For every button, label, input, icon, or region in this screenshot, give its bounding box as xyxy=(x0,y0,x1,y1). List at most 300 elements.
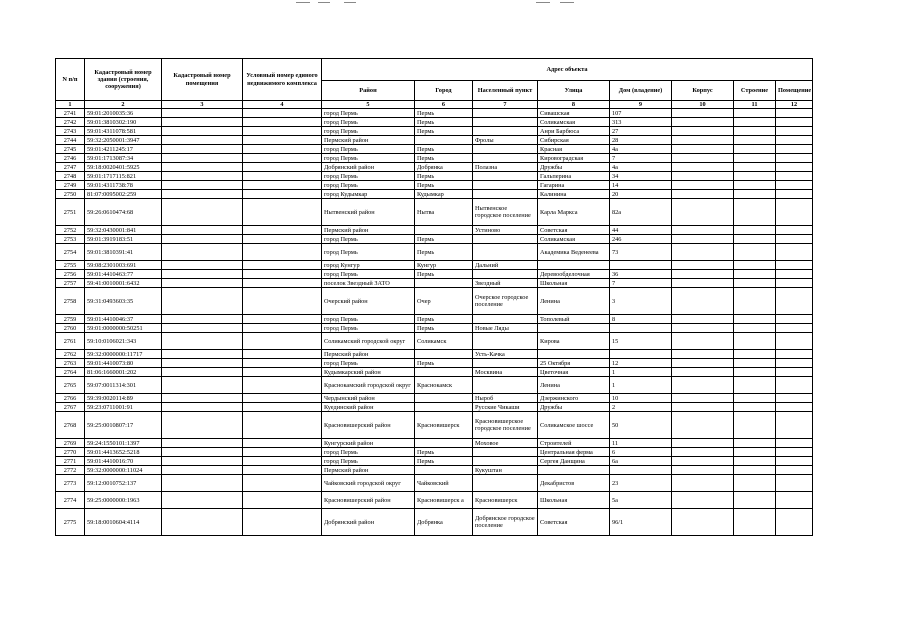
city-cell: Краснокамск xyxy=(415,377,473,394)
stroenie-cell xyxy=(734,109,776,118)
korpus-cell xyxy=(672,109,734,118)
house-cell: 5а xyxy=(610,492,672,509)
street-cell: Сергея Данщина xyxy=(538,457,610,466)
city-cell: Пермь xyxy=(415,181,473,190)
pomeshchenie-cell xyxy=(776,333,813,350)
room-cadastral-number xyxy=(162,377,243,394)
street-cell: Тополевый xyxy=(538,315,610,324)
table-row xyxy=(56,403,813,412)
street-cell: Карла Маркса xyxy=(538,199,610,226)
cadastral-number: 81:06:1660001:202 xyxy=(85,368,162,377)
pomeshchenie-cell xyxy=(776,235,813,244)
city-cell: Добрянка xyxy=(415,509,473,536)
column-number: 9 xyxy=(610,101,672,109)
street-cell: Строителей xyxy=(538,439,610,448)
district-cell: Нытвенский район xyxy=(322,199,415,226)
pomeshchenie-cell xyxy=(776,145,813,154)
house-cell xyxy=(610,350,672,359)
row-number: 2768 xyxy=(56,412,85,439)
street-cell: Школьная xyxy=(538,492,610,509)
house-cell: 313 xyxy=(610,118,672,127)
cadastral-number: 59:12:0010752:137 xyxy=(85,475,162,492)
column-number: 2 xyxy=(85,101,162,109)
row-number: 2752 xyxy=(56,226,85,235)
room-cadastral-number xyxy=(162,163,243,172)
room-cadastral-number xyxy=(162,333,243,350)
complex-number xyxy=(243,154,322,163)
pomeshchenie-cell xyxy=(776,172,813,181)
street-cell xyxy=(538,324,610,333)
stroenie-cell xyxy=(734,136,776,145)
house-cell: 4а xyxy=(610,163,672,172)
table-row xyxy=(56,394,813,403)
street-cell: Центральная ферма xyxy=(538,448,610,457)
pomeshchenie-cell xyxy=(776,109,813,118)
settlement-cell: Красновишерское городское поселение xyxy=(473,412,538,439)
table-row xyxy=(56,509,813,536)
house-cell: 1 xyxy=(610,368,672,377)
stroenie-cell xyxy=(734,199,776,226)
city-cell: Красновишерск а xyxy=(415,492,473,509)
cadastral-number: 59:32:0430001:841 xyxy=(85,226,162,235)
street-cell: Соликамская xyxy=(538,118,610,127)
row-number: 2775 xyxy=(56,509,85,536)
room-cadastral-number xyxy=(162,368,243,377)
street-cell: Анри Барбюса xyxy=(538,127,610,136)
column-number: 5 xyxy=(322,101,415,109)
table-row xyxy=(56,118,813,127)
row-number: 2763 xyxy=(56,359,85,368)
settlement-cell xyxy=(473,270,538,279)
stroenie-cell xyxy=(734,466,776,475)
street-cell: Цветочная xyxy=(538,368,610,377)
table-row xyxy=(56,244,813,261)
col-header-city: Город xyxy=(415,81,473,101)
city-cell: Пермь xyxy=(415,145,473,154)
house-cell: 246 xyxy=(610,235,672,244)
korpus-cell xyxy=(672,270,734,279)
korpus-cell xyxy=(672,279,734,288)
stroenie-cell xyxy=(734,154,776,163)
table-row xyxy=(56,235,813,244)
row-number: 2745 xyxy=(56,145,85,154)
stroenie-cell xyxy=(734,377,776,394)
row-number: 2767 xyxy=(56,403,85,412)
room-cadastral-number xyxy=(162,288,243,315)
settlement-cell: Фролы xyxy=(473,136,538,145)
room-cadastral-number xyxy=(162,492,243,509)
column-number: 12 xyxy=(776,101,813,109)
house-cell: 73 xyxy=(610,244,672,261)
district-cell: город Пермь xyxy=(322,359,415,368)
row-number: 2762 xyxy=(56,350,85,359)
district-cell: Добрянский район xyxy=(322,509,415,536)
korpus-cell xyxy=(672,190,734,199)
col-header-cad-room: Кадастровый номер помещения xyxy=(162,59,243,101)
settlement-cell xyxy=(473,315,538,324)
korpus-cell xyxy=(672,163,734,172)
korpus-cell xyxy=(672,261,734,270)
district-cell: город Пермь xyxy=(322,270,415,279)
complex-number xyxy=(243,350,322,359)
row-number: 2750 xyxy=(56,190,85,199)
room-cadastral-number xyxy=(162,261,243,270)
settlement-cell xyxy=(473,181,538,190)
table-row xyxy=(56,377,813,394)
house-cell: 96/1 xyxy=(610,509,672,536)
table-row xyxy=(56,163,813,172)
korpus-cell xyxy=(672,377,734,394)
cadastral-number: 59:01:4413652:5218 xyxy=(85,448,162,457)
korpus-cell xyxy=(672,244,734,261)
district-cell: Краснокамский городской округ xyxy=(322,377,415,394)
room-cadastral-number xyxy=(162,359,243,368)
room-cadastral-number xyxy=(162,190,243,199)
house-cell xyxy=(610,466,672,475)
table-row xyxy=(56,172,813,181)
room-cadastral-number xyxy=(162,145,243,154)
district-cell: Пермский район xyxy=(322,226,415,235)
room-cadastral-number xyxy=(162,475,243,492)
cadastral-number: 59:07:0011314:301 xyxy=(85,377,162,394)
table-row xyxy=(56,412,813,439)
cadastral-number: 59:26:0610474:68 xyxy=(85,199,162,226)
column-number: 11 xyxy=(734,101,776,109)
house-cell: 23 xyxy=(610,475,672,492)
district-cell: город Пермь xyxy=(322,448,415,457)
table-row xyxy=(56,154,813,163)
table-row xyxy=(56,359,813,368)
cadastral-number: 59:01:4410046:37 xyxy=(85,315,162,324)
complex-number xyxy=(243,394,322,403)
col-header-district: Район xyxy=(322,81,415,101)
cadastral-number: 59:10:0106021:343 xyxy=(85,333,162,350)
house-cell: 14 xyxy=(610,181,672,190)
stroenie-cell xyxy=(734,412,776,439)
city-cell xyxy=(415,439,473,448)
table-row xyxy=(56,466,813,475)
street-cell: Дружбы xyxy=(538,163,610,172)
room-cadastral-number xyxy=(162,315,243,324)
cadastral-number: 81:07:0095002:259 xyxy=(85,190,162,199)
settlement-cell: Очерское городское поселение xyxy=(473,288,538,315)
house-cell: 36 xyxy=(610,270,672,279)
pomeshchenie-cell xyxy=(776,127,813,136)
district-cell: Пермский район xyxy=(322,136,415,145)
korpus-cell xyxy=(672,288,734,315)
pomeshchenie-cell xyxy=(776,394,813,403)
column-number: 1 xyxy=(56,101,85,109)
street-cell: Советская xyxy=(538,509,610,536)
room-cadastral-number xyxy=(162,172,243,181)
complex-number xyxy=(243,261,322,270)
cadastral-number: 59:01:3810391:41 xyxy=(85,244,162,261)
settlement-cell: Дальний xyxy=(473,261,538,270)
street-cell: Красная xyxy=(538,145,610,154)
cadastral-number: 59:18:0010604:4114 xyxy=(85,509,162,536)
city-cell xyxy=(415,368,473,377)
column-number: 4 xyxy=(243,101,322,109)
district-cell: Пермский район xyxy=(322,466,415,475)
room-cadastral-number xyxy=(162,226,243,235)
settlement-cell xyxy=(473,457,538,466)
stroenie-cell xyxy=(734,226,776,235)
row-number: 2743 xyxy=(56,127,85,136)
col-header-street: Улица xyxy=(538,81,610,101)
city-cell: Пермь xyxy=(415,109,473,118)
korpus-cell xyxy=(672,136,734,145)
stroenie-cell xyxy=(734,288,776,315)
complex-number xyxy=(243,244,322,261)
complex-number xyxy=(243,315,322,324)
district-cell: Кудымкарский район xyxy=(322,368,415,377)
cadastral-number: 59:32:0000000:11717 xyxy=(85,350,162,359)
scan-mark xyxy=(560,2,574,3)
table-row xyxy=(56,270,813,279)
room-cadastral-number xyxy=(162,457,243,466)
stroenie-cell xyxy=(734,127,776,136)
korpus-cell xyxy=(672,439,734,448)
row-number: 2751 xyxy=(56,199,85,226)
row-number: 2748 xyxy=(56,172,85,181)
row-number: 2766 xyxy=(56,394,85,403)
settlement-cell xyxy=(473,109,538,118)
col-header-stroenie: Строение xyxy=(734,81,776,101)
table-row xyxy=(56,279,813,288)
cadastral-number: 59:01:4410073:80 xyxy=(85,359,162,368)
settlement-cell xyxy=(473,190,538,199)
district-cell: Чердынский район xyxy=(322,394,415,403)
stroenie-cell xyxy=(734,163,776,172)
row-number: 2753 xyxy=(56,235,85,244)
room-cadastral-number xyxy=(162,403,243,412)
street-cell: Кирова xyxy=(538,333,610,350)
korpus-cell xyxy=(672,154,734,163)
street-cell: Дружбы xyxy=(538,403,610,412)
settlement-cell: Ныроб xyxy=(473,394,538,403)
house-cell xyxy=(610,261,672,270)
row-number: 2755 xyxy=(56,261,85,270)
row-number: 2747 xyxy=(56,163,85,172)
city-cell: Соликамск xyxy=(415,333,473,350)
settlement-cell: Полазна xyxy=(473,163,538,172)
korpus-cell xyxy=(672,235,734,244)
korpus-cell xyxy=(672,394,734,403)
settlement-cell: Моховое xyxy=(473,439,538,448)
korpus-cell xyxy=(672,448,734,457)
street-cell xyxy=(538,261,610,270)
settlement-cell: Устиново xyxy=(473,226,538,235)
complex-number xyxy=(243,136,322,145)
settlement-cell xyxy=(473,145,538,154)
settlement-cell: Нытвенское городское поселение xyxy=(473,199,538,226)
complex-number xyxy=(243,368,322,377)
house-cell: 8 xyxy=(610,315,672,324)
room-cadastral-number xyxy=(162,466,243,475)
row-number: 2772 xyxy=(56,466,85,475)
korpus-cell xyxy=(672,127,734,136)
district-cell: Красновишерский район xyxy=(322,492,415,509)
room-cadastral-number xyxy=(162,127,243,136)
column-number: 6 xyxy=(415,101,473,109)
street-cell: Ленина xyxy=(538,288,610,315)
district-cell: город Пермь xyxy=(322,235,415,244)
complex-number xyxy=(243,199,322,226)
street-cell: Академика Веденеева xyxy=(538,244,610,261)
room-cadastral-number xyxy=(162,109,243,118)
cadastral-number: 59:25:0010807:17 xyxy=(85,412,162,439)
row-number: 2742 xyxy=(56,118,85,127)
district-cell: город Пермь xyxy=(322,118,415,127)
settlement-cell: Красновишерск xyxy=(473,492,538,509)
complex-number xyxy=(243,190,322,199)
stroenie-cell xyxy=(734,279,776,288)
district-cell: Красновишерский район xyxy=(322,412,415,439)
room-cadastral-number xyxy=(162,448,243,457)
street-cell: Ленина xyxy=(538,377,610,394)
district-cell: Очерский район xyxy=(322,288,415,315)
city-cell xyxy=(415,350,473,359)
cadastral-number: 59:08:2301003:691 xyxy=(85,261,162,270)
house-cell: 3 xyxy=(610,288,672,315)
cadastral-number: 59:25:0000000:1963 xyxy=(85,492,162,509)
house-cell: 34 xyxy=(610,172,672,181)
row-number: 2760 xyxy=(56,324,85,333)
city-cell: Очер xyxy=(415,288,473,315)
cadastral-number: 59:01:4410463:77 xyxy=(85,270,162,279)
city-cell: Пермь xyxy=(415,359,473,368)
row-number: 2765 xyxy=(56,377,85,394)
row-number: 2764 xyxy=(56,368,85,377)
district-cell: город Пермь xyxy=(322,109,415,118)
district-cell: город Пермь xyxy=(322,127,415,136)
korpus-cell xyxy=(672,359,734,368)
stroenie-cell xyxy=(734,181,776,190)
room-cadastral-number xyxy=(162,154,243,163)
complex-number xyxy=(243,109,322,118)
settlement-cell xyxy=(473,475,538,492)
pomeshchenie-cell xyxy=(776,475,813,492)
house-cell: 50 xyxy=(610,412,672,439)
house-cell: 4а xyxy=(610,145,672,154)
pomeshchenie-cell xyxy=(776,288,813,315)
district-cell: поселок Звездный ЗАТО xyxy=(322,279,415,288)
district-cell: Пермский район xyxy=(322,350,415,359)
col-header-npp: N п/п xyxy=(56,59,85,101)
room-cadastral-number xyxy=(162,136,243,145)
column-number: 10 xyxy=(672,101,734,109)
table-row xyxy=(56,190,813,199)
cadastral-number: 59:01:1713087:34 xyxy=(85,154,162,163)
complex-number xyxy=(243,403,322,412)
registry-table xyxy=(55,58,813,536)
pomeshchenie-cell xyxy=(776,163,813,172)
pomeshchenie-cell xyxy=(776,190,813,199)
pomeshchenie-cell xyxy=(776,154,813,163)
pomeshchenie-cell xyxy=(776,118,813,127)
column-number-row xyxy=(56,101,813,109)
house-cell: 12 xyxy=(610,359,672,368)
stroenie-cell xyxy=(734,190,776,199)
pomeshchenie-cell xyxy=(776,439,813,448)
settlement-cell: Добрянское городское поселение xyxy=(473,509,538,536)
col-header-korpus: Корпус xyxy=(672,81,734,101)
pomeshchenie-cell xyxy=(776,350,813,359)
settlement-cell xyxy=(473,235,538,244)
street-cell xyxy=(538,350,610,359)
city-cell xyxy=(415,403,473,412)
cadastral-number: 59:39:0020114:89 xyxy=(85,394,162,403)
city-cell: Добрянка xyxy=(415,163,473,172)
settlement-cell xyxy=(473,333,538,350)
district-cell: город Пермь xyxy=(322,244,415,261)
settlement-cell: Новые Ляды xyxy=(473,324,538,333)
settlement-cell: Звездный xyxy=(473,279,538,288)
row-number: 2769 xyxy=(56,439,85,448)
korpus-cell xyxy=(672,199,734,226)
scan-mark xyxy=(296,2,310,3)
stroenie-cell xyxy=(734,324,776,333)
city-cell: Красновишерск xyxy=(415,412,473,439)
settlement-cell: Усть-Качка xyxy=(473,350,538,359)
complex-number xyxy=(243,377,322,394)
room-cadastral-number xyxy=(162,270,243,279)
district-cell: город Пермь xyxy=(322,315,415,324)
korpus-cell xyxy=(672,181,734,190)
street-cell: Дзержинского xyxy=(538,394,610,403)
stroenie-cell xyxy=(734,448,776,457)
house-cell: 27 xyxy=(610,127,672,136)
row-number: 2771 xyxy=(56,457,85,466)
district-cell: Кунгурский район xyxy=(322,439,415,448)
korpus-cell xyxy=(672,350,734,359)
district-cell: город Пермь xyxy=(322,145,415,154)
street-cell: Гальперина xyxy=(538,172,610,181)
complex-number xyxy=(243,448,322,457)
room-cadastral-number xyxy=(162,394,243,403)
complex-number xyxy=(243,466,322,475)
col-header-address: Адрес объекта xyxy=(322,59,813,81)
cadastral-number: 59:01:4311078:581 xyxy=(85,127,162,136)
house-cell: 28 xyxy=(610,136,672,145)
cadastral-number: 59:32:0000000:11024 xyxy=(85,466,162,475)
street-cell: Деревообделочная xyxy=(538,270,610,279)
table-row xyxy=(56,368,813,377)
district-cell: город Пермь xyxy=(322,324,415,333)
room-cadastral-number xyxy=(162,350,243,359)
scan-mark xyxy=(344,2,356,3)
stroenie-cell xyxy=(734,457,776,466)
stroenie-cell xyxy=(734,509,776,536)
table-row xyxy=(56,439,813,448)
house-cell xyxy=(610,324,672,333)
table-row xyxy=(56,145,813,154)
city-cell: Пермь xyxy=(415,270,473,279)
table-row xyxy=(56,475,813,492)
complex-number xyxy=(243,359,322,368)
complex-number xyxy=(243,509,322,536)
pomeshchenie-cell xyxy=(776,324,813,333)
complex-number xyxy=(243,333,322,350)
house-cell: 6а xyxy=(610,457,672,466)
pomeshchenie-cell xyxy=(776,457,813,466)
complex-number xyxy=(243,279,322,288)
column-number: 3 xyxy=(162,101,243,109)
korpus-cell xyxy=(672,475,734,492)
korpus-cell xyxy=(672,368,734,377)
table-row xyxy=(56,261,813,270)
complex-number xyxy=(243,235,322,244)
